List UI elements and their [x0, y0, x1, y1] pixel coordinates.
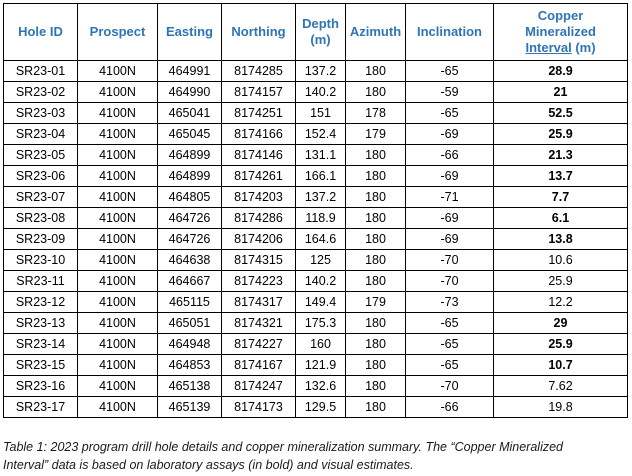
- table-row: [4, 292, 628, 313]
- cell-northing: 8174227: [222, 334, 296, 355]
- cell-copper-interval: 21: [494, 82, 628, 103]
- table-row: [4, 103, 628, 124]
- cell-depth: 125: [296, 250, 346, 271]
- cell-azimuth: 179: [346, 292, 406, 313]
- cell-easting: 464899: [158, 166, 222, 187]
- cell-hole-id: SR23-07: [4, 187, 78, 208]
- header-row: [4, 4, 628, 61]
- cell-copper-interval: 29: [494, 313, 628, 334]
- cell-azimuth: 179: [346, 124, 406, 145]
- cell-azimuth: 180: [346, 208, 406, 229]
- cell-copper-interval: 12.2: [494, 292, 628, 313]
- cell-easting: 465041: [158, 103, 222, 124]
- cell-easting: 465138: [158, 376, 222, 397]
- cell-hole-id: SR23-14: [4, 334, 78, 355]
- cell-hole-id: SR23-04: [4, 124, 78, 145]
- cell-inclination: -65: [406, 355, 494, 376]
- table-row: [4, 166, 628, 187]
- table-header: [4, 4, 628, 61]
- table-row: [4, 355, 628, 376]
- cell-hole-id: SR23-10: [4, 250, 78, 271]
- cell-copper-interval: 7.7: [494, 187, 628, 208]
- header-azimuth: Azimuth: [346, 4, 406, 61]
- header-depth: [296, 4, 346, 61]
- cell-azimuth: 180: [346, 376, 406, 397]
- cell-azimuth: 180: [346, 313, 406, 334]
- cell-inclination: -71: [406, 187, 494, 208]
- cell-azimuth: 178: [346, 103, 406, 124]
- cell-hole-id: SR23-02: [4, 82, 78, 103]
- cell-azimuth: 180: [346, 397, 406, 418]
- cell-inclination: -69: [406, 229, 494, 250]
- cell-copper-interval: 6.1: [494, 208, 628, 229]
- cell-northing: 8174157: [222, 82, 296, 103]
- cell-northing: 8174173: [222, 397, 296, 418]
- cell-copper-interval: 10.6: [494, 250, 628, 271]
- cell-prospect: 4100N: [78, 82, 158, 103]
- table-row: [4, 145, 628, 166]
- header-interval-underlined: Interval: [525, 40, 572, 55]
- table-row: [4, 250, 628, 271]
- cell-azimuth: 180: [346, 271, 406, 292]
- cell-copper-interval: 10.7: [494, 355, 628, 376]
- cell-hole-id: SR23-08: [4, 208, 78, 229]
- cell-hole-id: SR23-12: [4, 292, 78, 313]
- cell-northing: 8174166: [222, 124, 296, 145]
- cell-northing: 8174317: [222, 292, 296, 313]
- cell-hole-id: SR23-13: [4, 313, 78, 334]
- cell-inclination: -65: [406, 61, 494, 82]
- cell-northing: 8174321: [222, 313, 296, 334]
- cell-copper-interval: 25.9: [494, 271, 628, 292]
- cell-copper-interval: 25.9: [494, 334, 628, 355]
- cell-northing: 8174206: [222, 229, 296, 250]
- header-copper-interval: [494, 4, 628, 61]
- cell-easting: 464726: [158, 229, 222, 250]
- cell-easting: 464948: [158, 334, 222, 355]
- cell-easting: 464991: [158, 61, 222, 82]
- cell-azimuth: 180: [346, 166, 406, 187]
- cell-easting: 464667: [158, 271, 222, 292]
- cell-copper-interval: 7.62: [494, 376, 628, 397]
- cell-depth: 129.5: [296, 397, 346, 418]
- table-body: [4, 61, 628, 418]
- cell-depth: 164.6: [296, 229, 346, 250]
- cell-depth: 121.9: [296, 355, 346, 376]
- cell-inclination: -69: [406, 124, 494, 145]
- cell-depth: 140.2: [296, 82, 346, 103]
- cell-northing: 8174167: [222, 355, 296, 376]
- cell-inclination: -69: [406, 208, 494, 229]
- cell-easting: 465051: [158, 313, 222, 334]
- cell-depth: 132.6: [296, 376, 346, 397]
- cell-depth: 118.9: [296, 208, 346, 229]
- header-depth-label: Depth: [302, 16, 339, 31]
- cell-hole-id: SR23-01: [4, 61, 78, 82]
- cell-inclination: -66: [406, 397, 494, 418]
- cell-prospect: 4100N: [78, 271, 158, 292]
- cell-inclination: -59: [406, 82, 494, 103]
- header-interval-line3: [494, 40, 627, 56]
- cell-prospect: 4100N: [78, 376, 158, 397]
- cell-hole-id: SR23-05: [4, 145, 78, 166]
- cell-prospect: 4100N: [78, 292, 158, 313]
- cell-prospect: 4100N: [78, 397, 158, 418]
- table-row: [4, 61, 628, 82]
- cell-northing: 8174247: [222, 376, 296, 397]
- cell-azimuth: 180: [346, 355, 406, 376]
- cell-easting: 464805: [158, 187, 222, 208]
- cell-azimuth: 180: [346, 61, 406, 82]
- cell-hole-id: SR23-15: [4, 355, 78, 376]
- cell-easting: 464726: [158, 208, 222, 229]
- cell-easting: 464853: [158, 355, 222, 376]
- header-northing: Northing: [222, 4, 296, 61]
- cell-inclination: -69: [406, 166, 494, 187]
- cell-northing: 8174251: [222, 103, 296, 124]
- cell-northing: 8174286: [222, 208, 296, 229]
- cell-easting: 465115: [158, 292, 222, 313]
- cell-depth: 151: [296, 103, 346, 124]
- cell-copper-interval: 21.3: [494, 145, 628, 166]
- header-hole-id: Hole ID: [4, 4, 78, 61]
- cell-easting: 465045: [158, 124, 222, 145]
- cell-depth: 140.2: [296, 271, 346, 292]
- cell-prospect: 4100N: [78, 208, 158, 229]
- cell-prospect: 4100N: [78, 355, 158, 376]
- header-interval-line2: Mineralized: [525, 24, 596, 39]
- cell-prospect: 4100N: [78, 334, 158, 355]
- cell-azimuth: 180: [346, 145, 406, 166]
- cell-prospect: 4100N: [78, 103, 158, 124]
- drill-hole-table: [3, 3, 628, 418]
- table-row: [4, 376, 628, 397]
- cell-inclination: -66: [406, 145, 494, 166]
- cell-depth: 166.1: [296, 166, 346, 187]
- cell-prospect: 4100N: [78, 145, 158, 166]
- table-row: [4, 187, 628, 208]
- cell-northing: 8174285: [222, 61, 296, 82]
- cell-inclination: -65: [406, 313, 494, 334]
- cell-hole-id: SR23-03: [4, 103, 78, 124]
- table-row: [4, 82, 628, 103]
- caption-line-2: Interval” data is based on laboratory assays (in bold) and visual estimates.: [3, 458, 414, 472]
- cell-depth: 152.4: [296, 124, 346, 145]
- cell-easting: 465139: [158, 397, 222, 418]
- cell-inclination: -70: [406, 250, 494, 271]
- cell-depth: 137.2: [296, 187, 346, 208]
- cell-prospect: 4100N: [78, 229, 158, 250]
- cell-northing: 8174203: [222, 187, 296, 208]
- cell-inclination: -73: [406, 292, 494, 313]
- cell-northing: 8174223: [222, 271, 296, 292]
- cell-hole-id: SR23-17: [4, 397, 78, 418]
- header-inclination: Inclination: [406, 4, 494, 61]
- header-easting: Easting: [158, 4, 222, 61]
- cell-northing: 8174146: [222, 145, 296, 166]
- caption-line-1: Table 1: 2023 program drill hole details and copper mineralization summary. The “Copper Mineralized: [3, 440, 564, 454]
- cell-prospect: 4100N: [78, 61, 158, 82]
- cell-hole-id: SR23-06: [4, 166, 78, 187]
- cell-prospect: 4100N: [78, 166, 158, 187]
- cell-depth: 131.1: [296, 145, 346, 166]
- cell-hole-id: SR23-11: [4, 271, 78, 292]
- cell-inclination: -65: [406, 334, 494, 355]
- cell-inclination: -65: [406, 103, 494, 124]
- header-depth-unit: (m): [310, 32, 331, 47]
- cell-copper-interval: 13.8: [494, 229, 628, 250]
- cell-easting: 464899: [158, 145, 222, 166]
- header-prospect: Prospect: [78, 4, 158, 61]
- cell-inclination: -70: [406, 376, 494, 397]
- cell-copper-interval: 52.5: [494, 103, 628, 124]
- cell-depth: 175.3: [296, 313, 346, 334]
- cell-azimuth: 180: [346, 250, 406, 271]
- cell-prospect: 4100N: [78, 250, 158, 271]
- table-caption: [3, 438, 629, 474]
- cell-northing: 8174315: [222, 250, 296, 271]
- cell-copper-interval: 28.9: [494, 61, 628, 82]
- table-row: [4, 397, 628, 418]
- cell-azimuth: 180: [346, 187, 406, 208]
- header-interval-line1: Copper: [537, 8, 584, 23]
- cell-depth: 160: [296, 334, 346, 355]
- cell-azimuth: 180: [346, 82, 406, 103]
- cell-prospect: 4100N: [78, 313, 158, 334]
- cell-depth: 149.4: [296, 292, 346, 313]
- cell-copper-interval: 25.9: [494, 124, 628, 145]
- cell-hole-id: SR23-16: [4, 376, 78, 397]
- table-row: [4, 271, 628, 292]
- cell-easting: 464990: [158, 82, 222, 103]
- cell-northing: 8174261: [222, 166, 296, 187]
- cell-depth: 137.2: [296, 61, 346, 82]
- cell-azimuth: 180: [346, 334, 406, 355]
- cell-copper-interval: 13.7: [494, 166, 628, 187]
- table-row: [4, 229, 628, 250]
- cell-inclination: -70: [406, 271, 494, 292]
- table-row: [4, 313, 628, 334]
- cell-prospect: 4100N: [78, 187, 158, 208]
- cell-azimuth: 180: [346, 229, 406, 250]
- cell-copper-interval: 19.8: [494, 397, 628, 418]
- cell-hole-id: SR23-09: [4, 229, 78, 250]
- table-row: [4, 208, 628, 229]
- table-row: [4, 124, 628, 145]
- table-row: [4, 334, 628, 355]
- cell-easting: 464638: [158, 250, 222, 271]
- header-interval-unit: (m): [571, 40, 596, 55]
- cell-prospect: 4100N: [78, 124, 158, 145]
